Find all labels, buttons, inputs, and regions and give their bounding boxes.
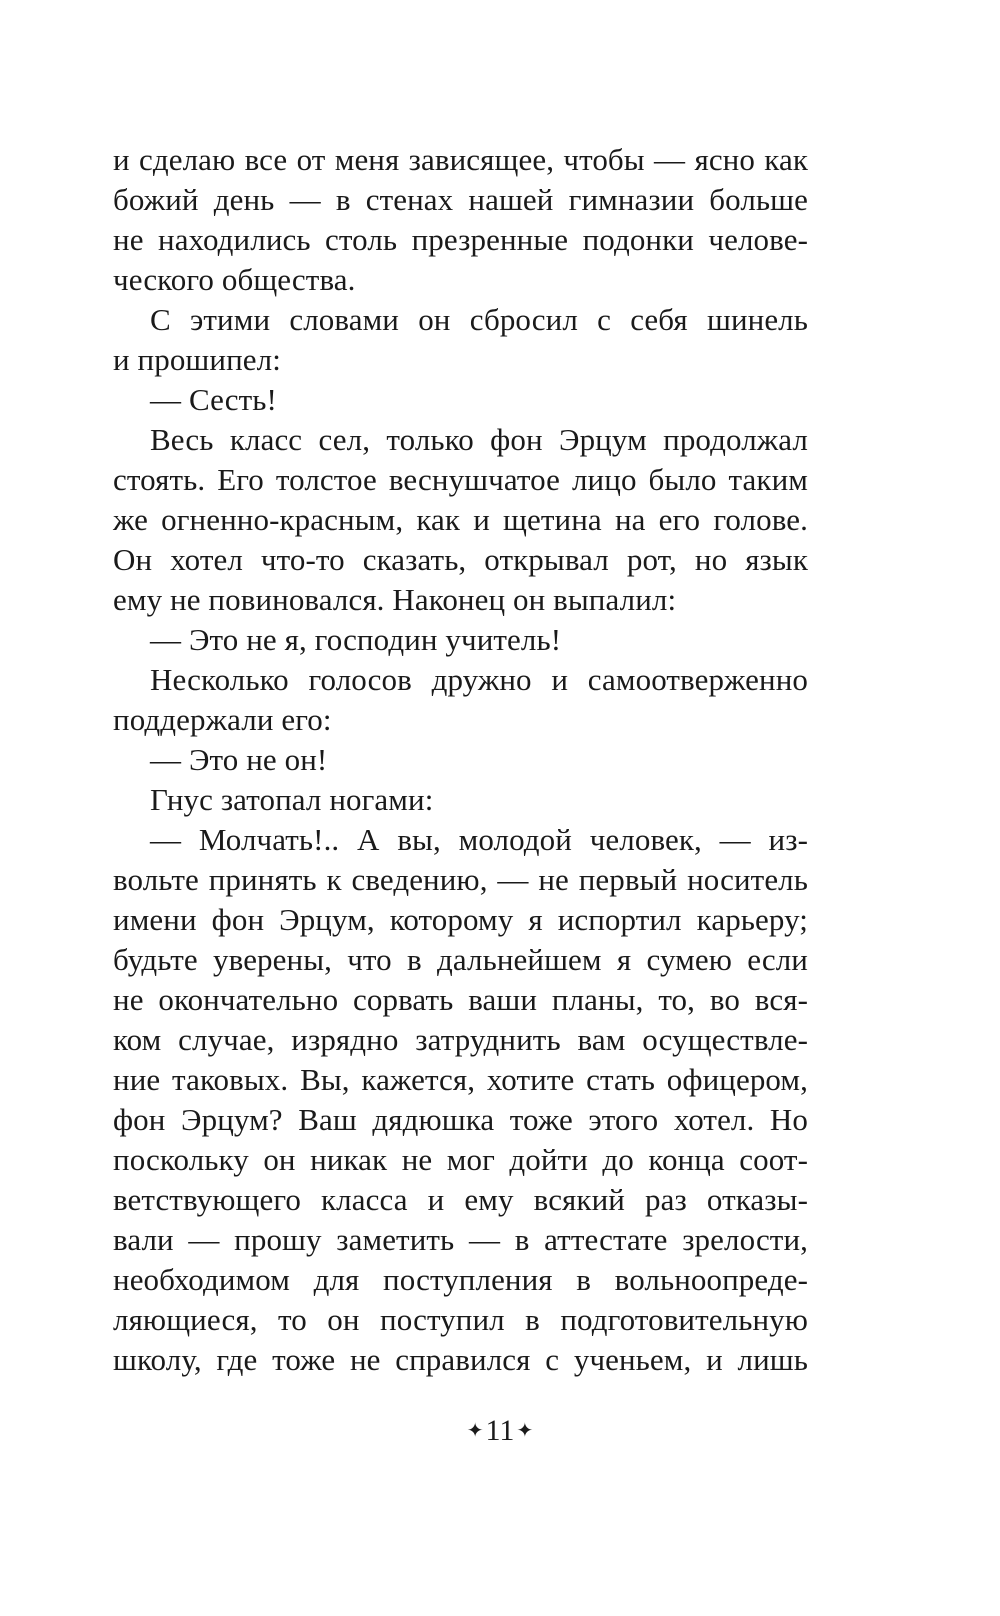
- star-ornament-right-icon: ✦: [516, 1418, 534, 1442]
- text-line: Несколько голосов дружно и самоотверженно: [150, 662, 808, 697]
- text-line: не находились столь презренные подонки челове-: [113, 222, 808, 257]
- text-line: будьте уверены, что в дальнейшем я сумею если: [113, 942, 808, 977]
- text-line: имени фон Эрцум, которому я испортил карьеру;: [113, 902, 808, 937]
- text-line: и прошипел:: [113, 342, 281, 377]
- text-line: ние таковых. Вы, кажется, хотите стать офицером,: [113, 1062, 808, 1097]
- text-line: необходимом для поступления в вольноопреде-: [113, 1262, 808, 1297]
- text-line: Весь класс сел, только фон Эрцум продолжал: [150, 422, 808, 457]
- body-text: [113, 140, 808, 1380]
- text-line: вали — прошу заметить — в аттестате зрелости,: [113, 1222, 808, 1257]
- text-line: же огненно-красным, как и щетина на его голове.: [113, 502, 808, 537]
- text-line: стоять. Его толстое веснушчатое лицо было таким: [113, 462, 808, 497]
- text-line: школу, где тоже не справился с ученьем, и лишь: [113, 1342, 808, 1377]
- text-line: ляющиеся, то он поступил в подготовительную: [113, 1302, 808, 1337]
- text-line: вольте принять к сведению, — не первый носитель: [113, 862, 808, 897]
- text-line: — Молчать!.. А вы, молодой человек, — из-: [150, 822, 808, 857]
- text-line: С этими словами он сбросил с себя шинель: [150, 302, 808, 337]
- text-line: и сделаю все от меня зависящее, чтобы — ясно как: [113, 142, 808, 177]
- page-number-value: 11: [485, 1414, 515, 1447]
- text-line: фон Эрцум? Ваш дядюшка тоже этого хотел. Но: [113, 1102, 808, 1137]
- text-line: ветствующего класса и ему всякий раз отказы-: [113, 1182, 808, 1217]
- text-line: не окончательно сорвать ваши планы, то, во вся-: [113, 982, 808, 1017]
- text-line: Гнус затопал ногами:: [150, 782, 434, 817]
- text-line: поддержали его:: [113, 702, 332, 737]
- text-line: ему не повиновался. Наконец он выпалил:: [113, 582, 677, 617]
- text-line: поскольку он никак не мог дойти до конца соот-: [113, 1142, 808, 1177]
- text-line: божий день — в стенах нашей гимназии больше: [113, 182, 808, 217]
- text-line: Он хотел что-то сказать, открывал рот, но язык: [113, 542, 808, 577]
- text-line: ком случае, изрядно затруднить вам осуществле-: [113, 1022, 808, 1057]
- page-number: [0, 1410, 1000, 1451]
- text-line: — Это не я, господин учитель!: [150, 622, 562, 657]
- text-line: — Это не он!: [150, 742, 328, 777]
- star-ornament-left-icon: ✦: [466, 1418, 484, 1442]
- text-line: — Сесть!: [150, 382, 277, 417]
- text-line: ческого общества.: [113, 262, 356, 297]
